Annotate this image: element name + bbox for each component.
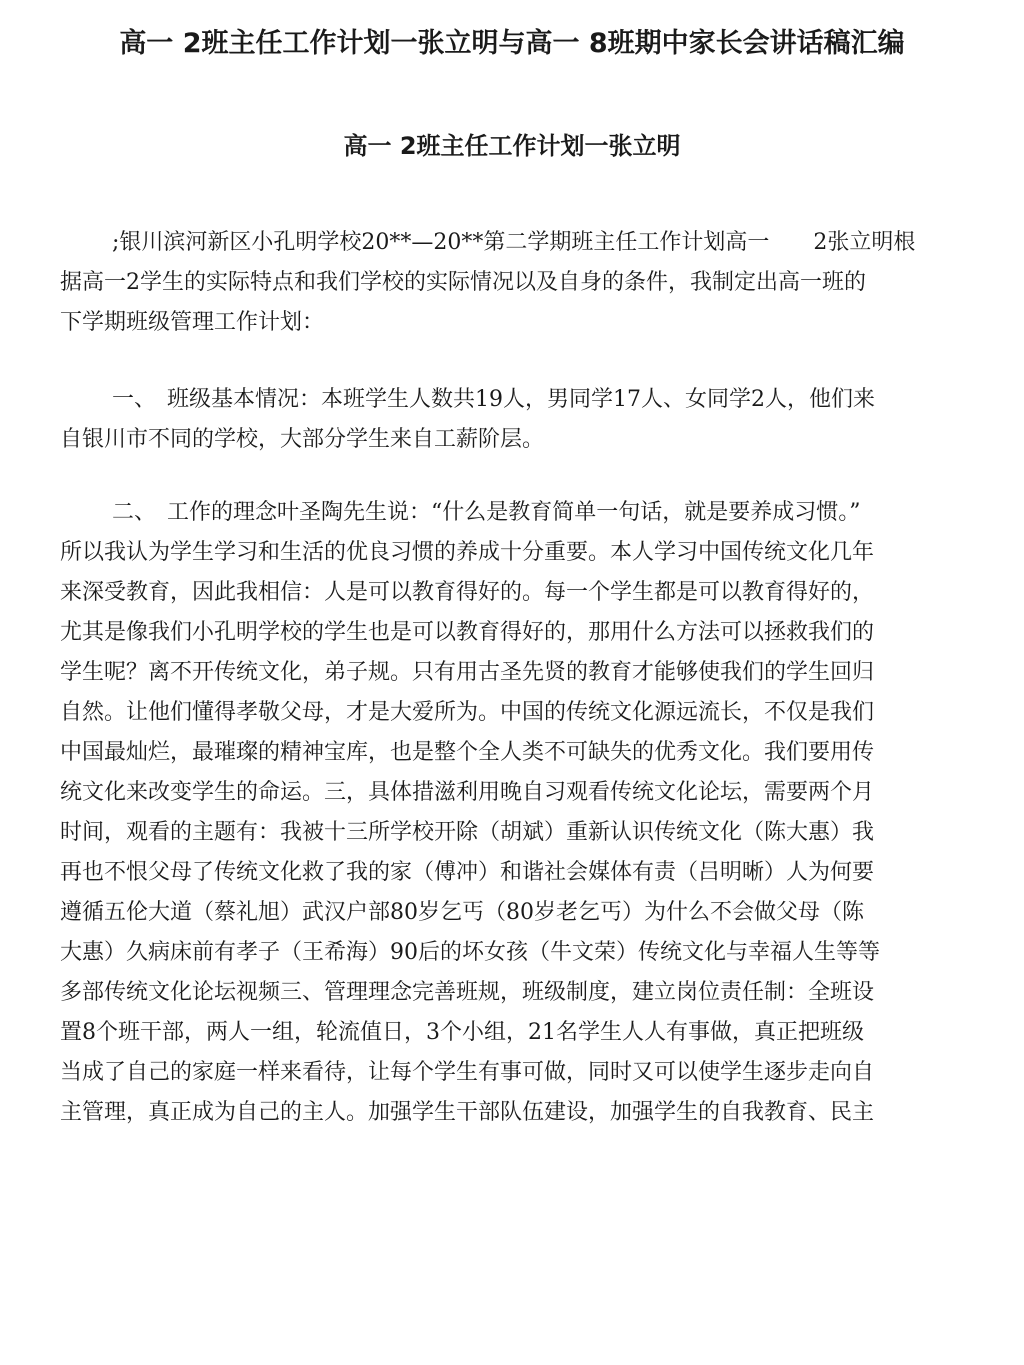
paragraph-line: 遵循五伦大道（蔡礼旭）武汉户部80岁乞丐（80岁老乞丐）为什么不会做父母（陈 <box>60 900 864 925</box>
document-title: 高一 2班主任工作计划一张立明与高一 8班期中家长会讲话稿汇编 <box>119 28 905 59</box>
paragraph-line: 再也不恨父母了传统文化救了我的家（傅冲）和谐社会媒体有责（吕明晰）人为何要 <box>60 860 875 885</box>
paragraph-line: 当成了自己的家庭一样来看待，让每个学生有事可做，同时又可以使学生逐步走向自 <box>60 1060 875 1085</box>
paragraph-line: 置8个班干部，两人一组，轮流值日，3个小组，21名学生人人有事做，真正把班级 <box>60 1020 864 1045</box>
paragraph-line: 时间，观看的主题有：我被十三所学校开除（胡斌）重新认识传统文化（陈大惠）我 <box>60 820 875 845</box>
paragraph-line: 来深受教育，因此我相信：人是可以教育得好的。每一个学生都是可以教育得好的， <box>60 580 875 605</box>
section-title: 高一 2班主任工作计划一张立明 <box>343 132 681 160</box>
paragraph-line: 统文化来改变学生的命运。三，具体措滋利用晚自习观看传统文化论坛，需要两个月 <box>60 780 875 805</box>
paragraph-line: 下学期班级管理工作计划： <box>60 310 325 335</box>
paragraph-line: 二、 工作的理念叶圣陶先生说：“什么是教育简单一句话，就是要养成习惯。” <box>112 500 861 525</box>
paragraph-line: 自然。让他们懂得孝敬父母，才是大爱所为。中国的传统文化源远流长，不仅是我们 <box>60 700 875 725</box>
paragraph-line: 大惠）久病床前有孝子（王希海）90后的坏女孩（牛文荣）传统文化与幸福人生等等 <box>60 940 880 965</box>
paragraph-line: 尤其是像我们小孔明学校的学生也是可以教育得好的，那用什么方法可以拯救我们的 <box>60 620 875 645</box>
paragraph-line: 一、 班级基本情况：本班学生人数共19人，男同学17人、女同学2人，他们来 <box>112 387 875 412</box>
paragraph-intro <box>60 223 964 343</box>
paragraph-line: 据高一2学生的实际特点和我们学校的实际情况以及自身的条件，我制定出高一班的 <box>60 270 866 295</box>
paragraph-line: 中国最灿烂，最璀璨的精神宝库，也是整个全人类不可缺失的优秀文化。我们要用传 <box>60 740 875 765</box>
paragraph-class-basics <box>60 380 964 460</box>
paragraph-line: 自银川市不同的学校，大部分学生来自工薪阶层。 <box>60 427 545 452</box>
paragraph-work-philosophy <box>60 493 964 1133</box>
paragraph-line: 多部传统文化论坛视频三、管理理念完善班规，班级制度，建立岗位责任制：全班设 <box>60 980 875 1005</box>
paragraph-line: 学生呢？离不开传统文化，弟子规。只有用古圣先贤的教育才能够使我们的学生回归 <box>60 660 875 685</box>
paragraph-line: 所以我认为学生学习和生活的优良习惯的养成十分重要。本人学习中国传统文化几年 <box>60 540 875 565</box>
paragraph-line: 主管理，真正成为自己的主人。加强学生干部队伍建设，加强学生的自我教育、民主 <box>60 1100 875 1125</box>
paragraph-line: ;银川滨河新区小孔明学校20**—20**第二学期班主任工作计划高一 2张立明根 <box>112 230 916 255</box>
